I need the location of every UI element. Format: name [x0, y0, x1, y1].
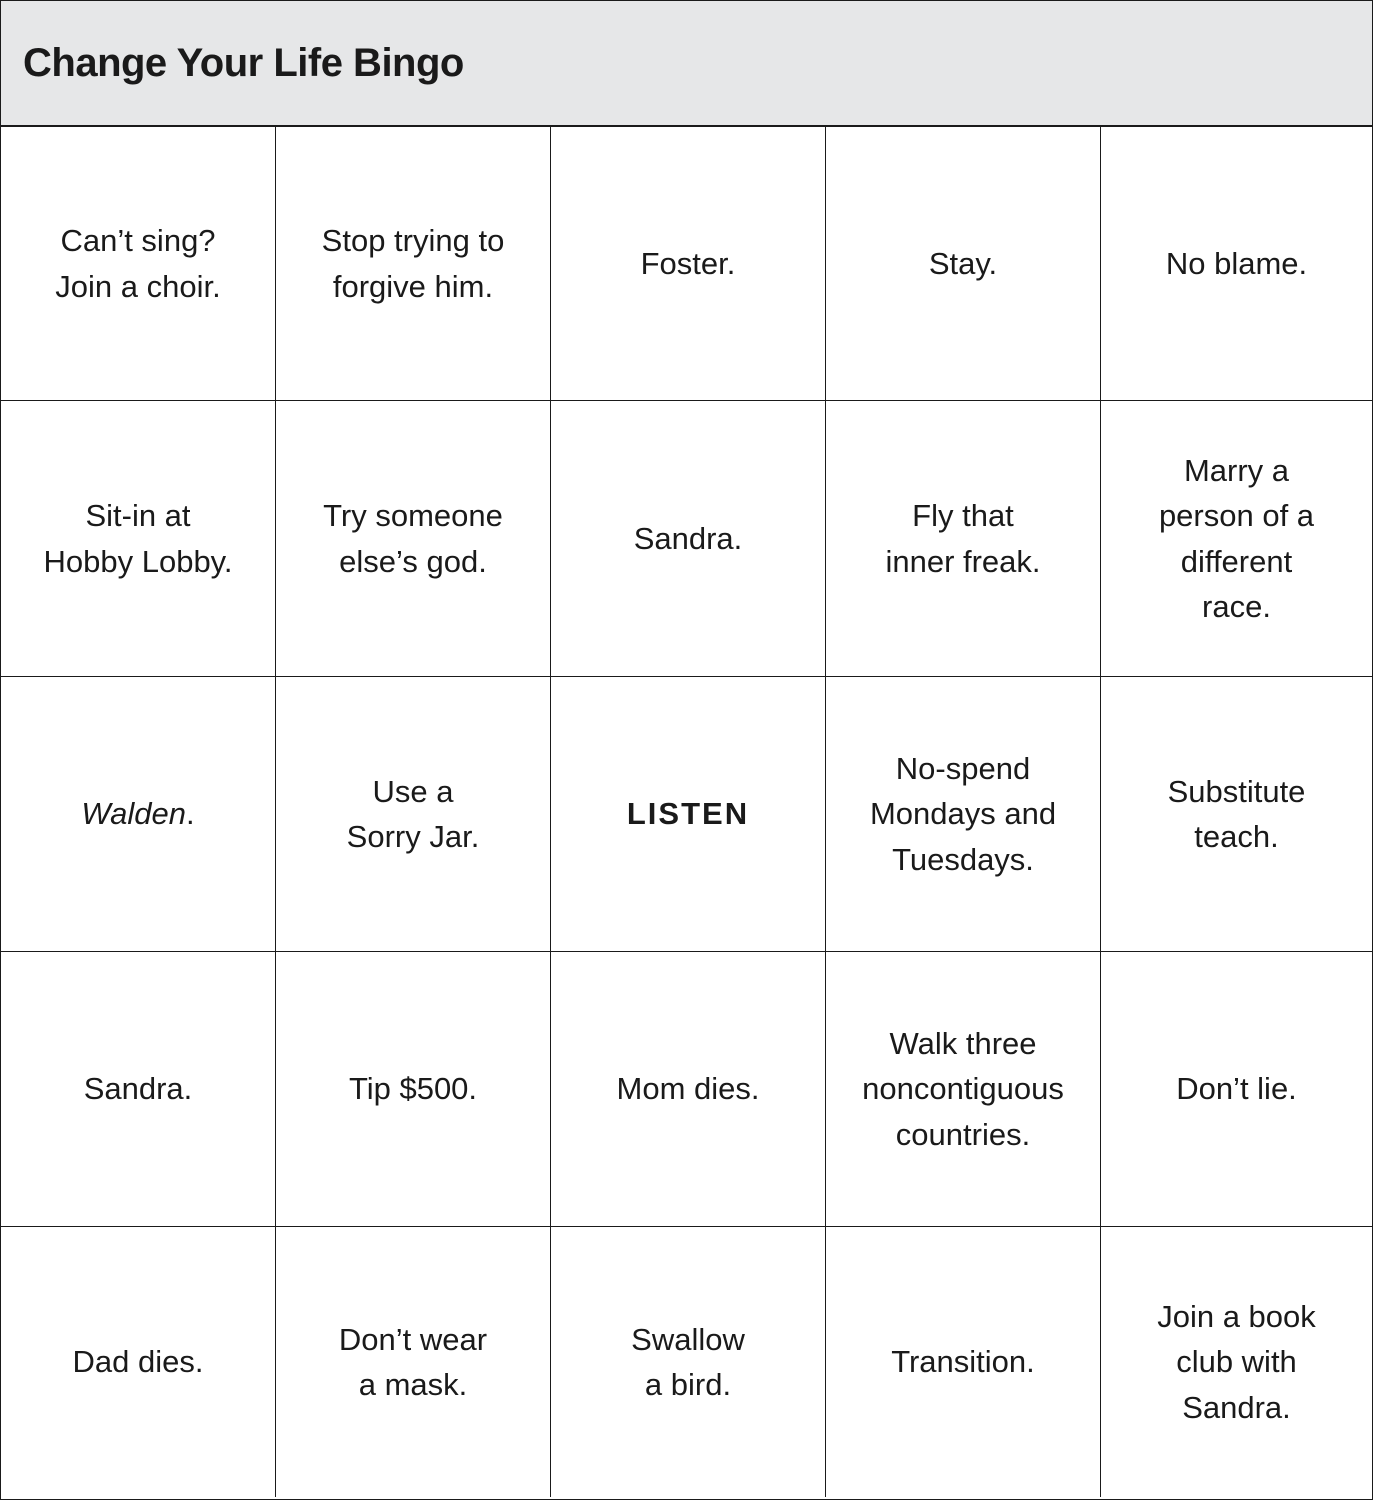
bingo-cell-text: Don’t wear a mask. — [338, 1321, 488, 1402]
bingo-cell-text: Substitute teach. — [1167, 773, 1306, 854]
bingo-cell-r3-c1[interactable] — [1, 677, 276, 952]
bingo-cell-r4-c3[interactable] — [551, 952, 826, 1227]
bingo-cell-text: No-spend Mondays and Tuesdays. — [869, 750, 1057, 877]
bingo-cell-text: Swallow a bird. — [631, 1321, 745, 1402]
bingo-cell-r2-c2[interactable] — [276, 401, 551, 677]
bingo-cell-r2-c1[interactable] — [1, 401, 276, 677]
bingo-cell-r5-c4[interactable] — [826, 1227, 1101, 1497]
bingo-cell-r5-c5[interactable] — [1101, 1227, 1372, 1497]
bingo-cell-r3-c5[interactable] — [1101, 677, 1372, 952]
bingo-cell-text: Walk three noncontiguous countries. — [862, 1025, 1064, 1152]
bingo-cell-suffix: . — [185, 796, 195, 832]
bingo-cell-r5-c2[interactable] — [276, 1227, 551, 1497]
bingo-cell-text: Transition. — [891, 1344, 1035, 1380]
bingo-grid — [1, 127, 1372, 1497]
bingo-cell-r1-c2[interactable] — [276, 127, 551, 401]
bingo-cell-r1-c1[interactable] — [1, 127, 276, 401]
bingo-cell-text: Try someone else’s god. — [323, 498, 503, 579]
bingo-cell-r4-c1[interactable] — [1, 952, 276, 1227]
bingo-cell-text: Stop trying to forgive him. — [321, 223, 505, 304]
bingo-cell-r1-c3[interactable] — [551, 127, 826, 401]
bingo-cell-text: Mom dies. — [616, 1071, 760, 1107]
bingo-title: Change Your Life Bingo — [23, 40, 464, 85]
bingo-cell-text — [81, 791, 194, 837]
bingo-cell-r5-c3[interactable] — [551, 1227, 826, 1497]
bingo-cell-text: Dad dies. — [72, 1344, 204, 1380]
bingo-cell-text: Sit-in at Hobby Lobby. — [43, 498, 233, 579]
bingo-cell-r4-c4[interactable] — [826, 952, 1101, 1227]
bingo-cell-r1-c5[interactable] — [1101, 127, 1372, 401]
bingo-cell-text: Tip $500. — [348, 1071, 478, 1107]
bingo-cell-r5-c1[interactable] — [1, 1227, 276, 1497]
bingo-cell-free-space[interactable] — [551, 677, 826, 952]
bingo-cell-text: Join a book club with Sandra. — [1157, 1298, 1316, 1425]
bingo-cell-italic-title: Walden — [81, 796, 186, 832]
bingo-cell-r4-c5[interactable] — [1101, 952, 1372, 1227]
bingo-cell-text: Don’t lie. — [1176, 1071, 1297, 1107]
bingo-cell-text: Use a Sorry Jar. — [346, 773, 480, 854]
bingo-cell-text: Fly that inner freak. — [885, 498, 1041, 579]
bingo-cell-text: Can’t sing? Join a choir. — [55, 223, 221, 304]
bingo-cell-r1-c4[interactable] — [826, 127, 1101, 401]
bingo-cell-text: Sandra. — [633, 520, 743, 556]
bingo-cell-text: Stay. — [928, 245, 998, 281]
bingo-cell-text: Marry a person of a different race. — [1158, 452, 1315, 624]
bingo-cell-r3-c4[interactable] — [826, 677, 1101, 952]
bingo-cell-text: No blame. — [1165, 245, 1308, 281]
bingo-cell-r2-c5[interactable] — [1101, 401, 1372, 677]
bingo-header — [1, 1, 1372, 127]
bingo-cell-r2-c3[interactable] — [551, 401, 826, 677]
bingo-cell-text: Foster. — [640, 245, 736, 281]
bingo-free-space-text: LISTEN — [626, 796, 750, 832]
bingo-cell-r3-c2[interactable] — [276, 677, 551, 952]
bingo-cell-r4-c2[interactable] — [276, 952, 551, 1227]
bingo-cell-text: Sandra. — [83, 1071, 193, 1107]
bingo-cell-r2-c4[interactable] — [826, 401, 1101, 677]
